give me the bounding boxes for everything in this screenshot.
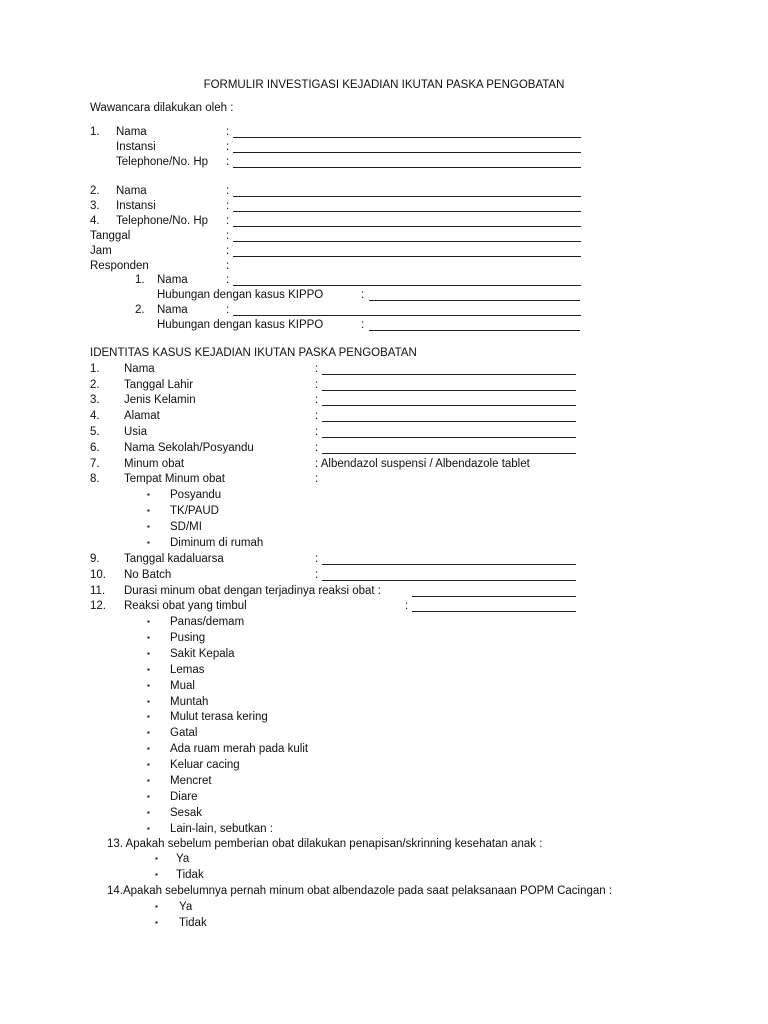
q13-option-yes[interactable]: Ya (176, 853, 190, 865)
reaction-number: 12. (90, 600, 106, 612)
date-field[interactable] (233, 241, 581, 242)
reaction-option[interactable]: Pusing (170, 632, 206, 644)
bullet-icon: ▪ (155, 870, 158, 879)
duration-number: 11. (90, 585, 106, 597)
bullet-icon: ▪ (147, 538, 150, 547)
respondent1-relation-label: Hubungan dengan kasus KIPPO (157, 289, 324, 301)
place-option[interactable]: TK/PAUD (170, 505, 219, 517)
form-title: FORMULIR INVESTIGASI KEJADIAN IKUTAN PASKA PENGOBATAN (203, 79, 565, 91)
reaction-option[interactable]: Mulut terasa kering (170, 711, 268, 723)
question-14: 14.Apakah sebelumnya pernah minum obat albendazole pada saat pelaksanaan POPM Cacingan : (107, 885, 613, 897)
colon: : (315, 473, 319, 485)
bullet-icon: ▪ (147, 744, 150, 753)
identity-number: 4. (90, 410, 100, 422)
colon: : (361, 319, 365, 331)
interviewer2-institution-label: Instansi (116, 200, 156, 212)
place-number: 8. (90, 473, 100, 485)
identity-birthdate-field[interactable] (322, 390, 576, 391)
identity-birthdate-label: Tanggal Lahir (124, 379, 194, 391)
respondent2-relation-label: Hubungan dengan kasus KIPPO (157, 319, 324, 331)
interviewer1-phone-field[interactable] (233, 167, 581, 168)
interviewer1-institution-field[interactable] (233, 152, 581, 153)
colon: : (226, 141, 230, 153)
identity-address-field[interactable] (322, 421, 576, 422)
colon: : (226, 274, 230, 286)
colon: : (226, 126, 230, 138)
colon: : (315, 569, 319, 581)
reaction-option[interactable]: Gatal (170, 727, 198, 739)
interviewer2-institution-field[interactable] (233, 211, 581, 212)
reaction-option[interactable]: Diare (170, 791, 198, 803)
colon: : (226, 185, 230, 197)
reaction-option[interactable]: Muntah (170, 696, 209, 708)
respondent2-number: 2. (135, 304, 145, 316)
colon: : (226, 215, 230, 227)
bullet-icon: ▪ (147, 617, 150, 626)
place-option[interactable]: SD/MI (170, 521, 202, 533)
bullet-icon: ▪ (147, 824, 150, 833)
bullet-icon: ▪ (155, 918, 158, 927)
interviewer1-institution-label: Instansi (116, 141, 156, 153)
bullet-icon: ▪ (147, 522, 150, 531)
identity-number: 2. (90, 379, 100, 391)
colon: : (405, 600, 409, 612)
respondent2-name-label: Nama (157, 304, 188, 316)
interviewer2-phone-field[interactable] (233, 226, 581, 227)
interviewer2-institution-number: 3. (90, 200, 100, 212)
expiry-field[interactable] (322, 564, 576, 565)
batch-number: 10. (90, 569, 106, 581)
bullet-icon: ▪ (147, 792, 150, 801)
reaction-option[interactable]: Sesak (170, 807, 202, 819)
reaction-option[interactable]: Lemas (170, 664, 205, 676)
identity-address-label: Alamat (124, 410, 160, 422)
reaction-field[interactable] (412, 611, 576, 612)
bullet-icon: ▪ (147, 776, 150, 785)
question-13: 13. Apakah sebelum pemberian obat dilakukan penapisan/skrinning kesehatan anak : (107, 838, 543, 850)
bullet-icon: ▪ (147, 633, 150, 642)
respondent1-name-label: Nama (157, 274, 188, 286)
medicine-value: : Albendazol suspensi / Albendazole tablet (315, 458, 530, 470)
reaction-option[interactable]: Mencret (170, 775, 212, 787)
reaction-label: Reaksi obat yang timbul (124, 600, 247, 612)
colon: : (315, 363, 319, 375)
identity-age-label: Usia (124, 426, 148, 438)
respondent2-relation-field[interactable] (369, 330, 580, 331)
colon: : (226, 200, 230, 212)
identity-heading: IDENTITAS KASUS KEJADIAN IKUTAN PASKA PENGOBATAN (90, 347, 417, 359)
bullet-icon: ▪ (147, 665, 150, 674)
duration-label: Durasi minum obat dengan terjadinya reaksi obat : (124, 585, 381, 597)
q14-option-no[interactable]: Tidak (179, 917, 207, 929)
bullet-icon: ▪ (155, 902, 158, 911)
bullet-icon: ▪ (155, 854, 158, 863)
identity-number: 3. (90, 394, 100, 406)
respondent-label: Responden (90, 260, 149, 272)
interviewer-heading: Wawancara dilakukan oleh : (90, 102, 234, 114)
respondent1-name-field[interactable] (233, 285, 581, 286)
interviewer2-phone-label: Telephone/No. Hp (116, 215, 209, 227)
colon: : (315, 553, 319, 565)
interviewer1-name-label: Nama (116, 126, 147, 138)
place-label: Tempat Minum obat (124, 473, 225, 485)
batch-field[interactable] (322, 580, 576, 581)
colon: : (315, 410, 319, 422)
bullet-icon: ▪ (147, 728, 150, 737)
respondent1-number: 1. (135, 274, 145, 286)
colon: : (361, 289, 365, 301)
identity-name-field[interactable] (322, 374, 576, 375)
interviewer1-number: 1. (90, 126, 100, 138)
identity-school-label: Nama Sekolah/Posyandu (124, 442, 254, 454)
time-field[interactable] (233, 256, 581, 257)
interviewer2-name-field[interactable] (233, 196, 581, 197)
bullet-icon: ▪ (147, 681, 150, 690)
interviewer2-phone-number: 4. (90, 215, 100, 227)
interviewer2-name-label: Nama (116, 185, 147, 197)
colon: : (315, 442, 319, 454)
interviewer1-phone-label: Telephone/No. Hp (116, 156, 209, 168)
colon: : (226, 260, 230, 272)
bullet-icon: ▪ (147, 697, 150, 706)
colon: : (226, 156, 230, 168)
date-label: Tanggal (90, 230, 131, 242)
respondent2-name-field[interactable] (233, 315, 581, 316)
q13-option-no[interactable]: Tidak (176, 869, 204, 881)
identity-school-field[interactable] (322, 453, 576, 454)
place-option[interactable]: Diminum di rumah (170, 537, 264, 549)
colon: : (226, 304, 230, 316)
place-option[interactable]: Posyandu (170, 489, 222, 501)
medicine-label: Minum obat (124, 458, 185, 470)
respondent1-relation-field[interactable] (369, 300, 580, 301)
colon: : (315, 394, 319, 406)
identity-number: 6. (90, 442, 100, 454)
medicine-number: 7. (90, 458, 100, 470)
identity-gender-field[interactable] (322, 405, 576, 406)
bullet-icon: ▪ (147, 506, 150, 515)
identity-number: 1. (90, 363, 100, 375)
bullet-icon: ▪ (147, 649, 150, 658)
bullet-icon: ▪ (147, 712, 150, 721)
identity-number: 5. (90, 426, 100, 438)
reaction-option[interactable]: Sakit Kepala (170, 648, 235, 660)
colon: : (226, 245, 230, 257)
interviewer2-number: 2. (90, 185, 100, 197)
reaction-option[interactable]: Keluar cacing (170, 759, 240, 771)
time-label: Jam (90, 245, 112, 257)
expiry-label: Tanggal kadaluarsa (124, 553, 224, 565)
identity-name-label: Nama (124, 363, 155, 375)
batch-label: No Batch (124, 569, 172, 581)
identity-age-field[interactable] (322, 437, 576, 438)
reaction-option[interactable]: Panas/demam (170, 616, 245, 628)
colon: : (226, 230, 230, 242)
colon: : (315, 426, 319, 438)
reaction-option[interactable]: Mual (170, 680, 195, 692)
duration-field[interactable] (412, 596, 576, 597)
bullet-icon: ▪ (147, 760, 150, 769)
reaction-option[interactable]: Lain-lain, sebutkan : (170, 823, 273, 835)
expiry-number: 9. (90, 553, 100, 565)
bullet-icon: ▪ (147, 808, 150, 817)
reaction-option[interactable]: Ada ruam merah pada kulit (170, 743, 309, 755)
q14-option-yes[interactable]: Ya (179, 901, 193, 913)
identity-gender-label: Jenis Kelamin (124, 394, 196, 406)
interviewer1-name-field[interactable] (233, 137, 581, 138)
colon: : (315, 379, 319, 391)
bullet-icon: ▪ (147, 490, 150, 499)
